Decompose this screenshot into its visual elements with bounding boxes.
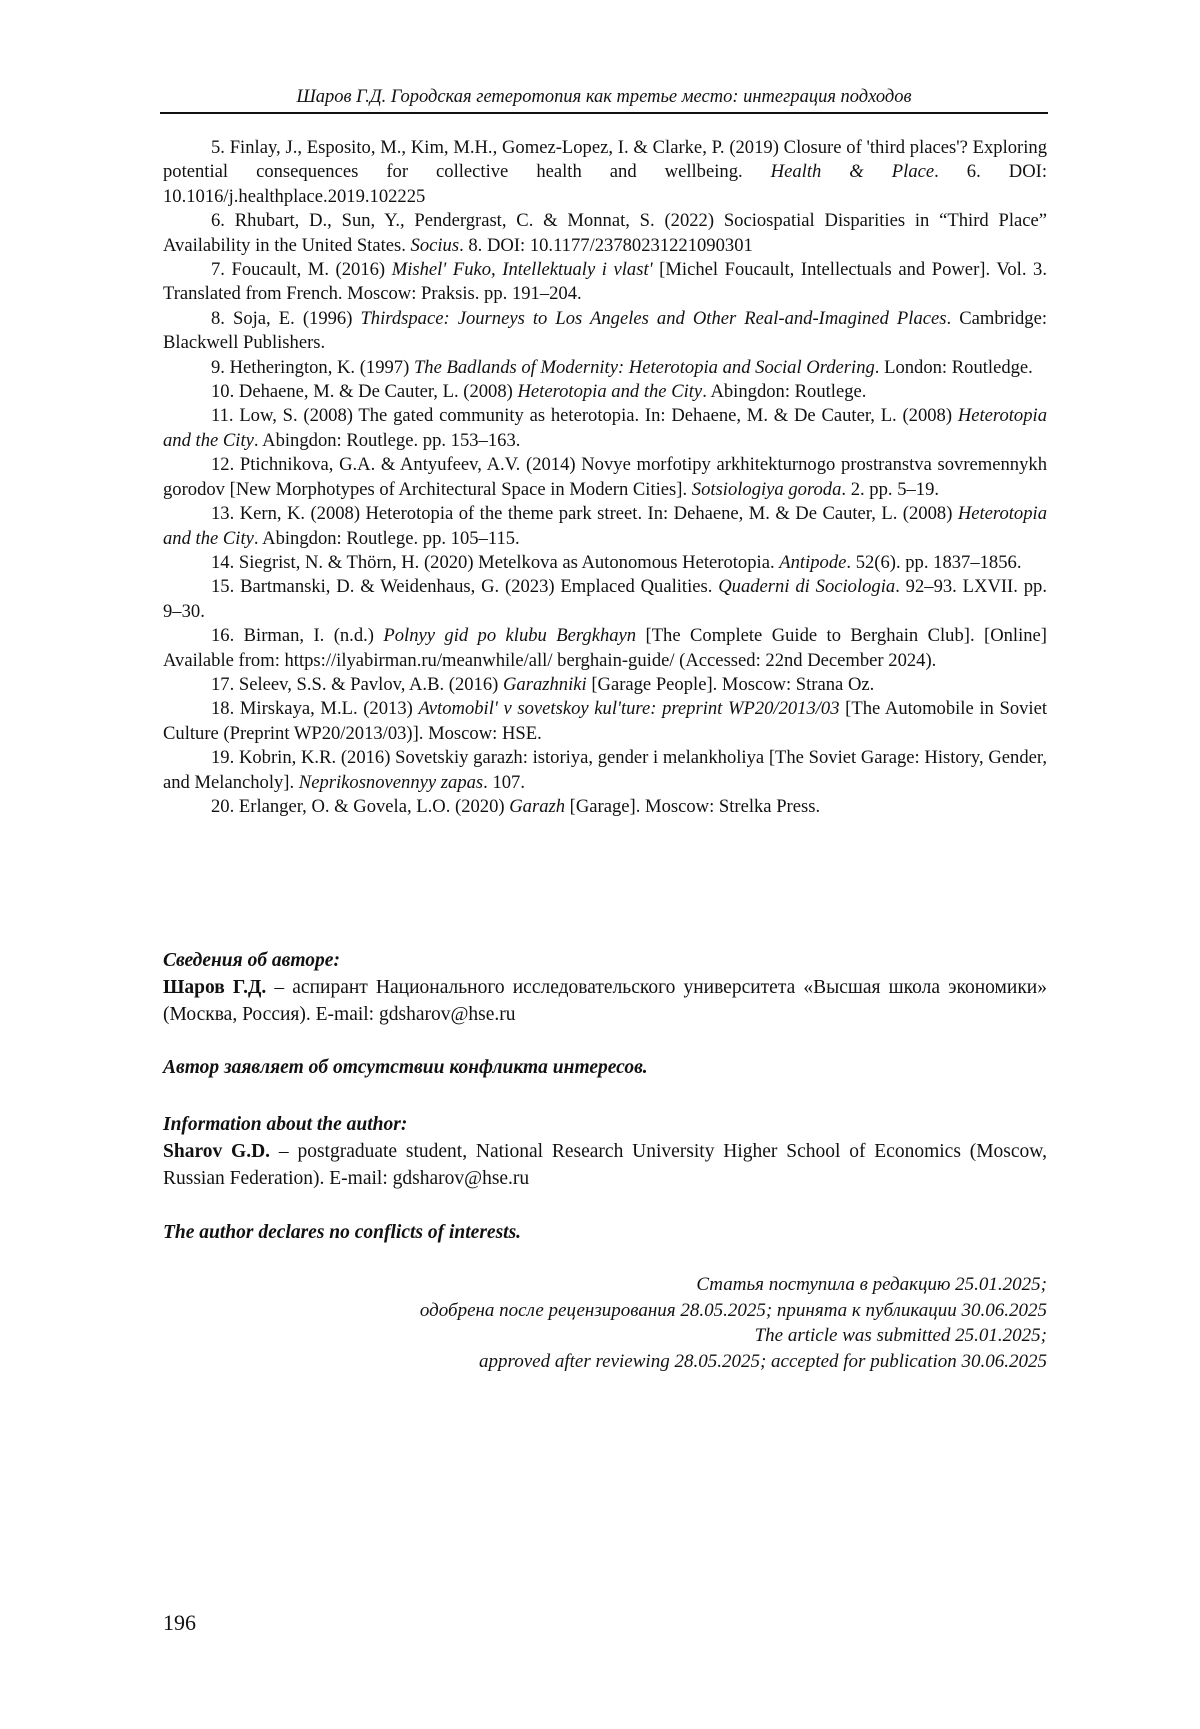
reference-item: 9. Hetherington, K. (1997) The Badlands of Modernity: Heterotopia and Social Ordering. London: Routledge.: [211, 356, 1033, 378]
reference-item: 11. Low, S. (2008) The gated community as heterotopia. In: Dehaene, M. & De Cauter, L. (2008) Heterotopia and the City. Abingdon: Routlege. pp. 153–163.: [163, 405, 1047, 451]
reference-item: 19. Kobrin, K.R. (2016) Sovetskiy garazh: istoriya, gender i melankholiya [The Soviet Garage: History, Gender, and Melancholy]. Neprikosnovennyy zapas. 107.: [163, 747, 1047, 793]
reference-item: 13. Kern, K. (2008) Heterotopia of the theme park street. In: Dehaene, M. & De Cauter, L. (2008) Heterotopia and the City. Abingdon: Routlege. pp. 105–115.: [163, 503, 1047, 549]
dates-en-line-1: The article was submitted 25.01.2025;: [754, 1325, 1047, 1346]
dates-ru-line-1: Статья поступила в редакцию 25.01.2025;: [696, 1274, 1047, 1295]
page-number: 196: [163, 1610, 196, 1635]
dates-ru-line-2: одобрена после рецензирования 28.05.2025; принята к публикации 30.06.2025: [419, 1299, 1047, 1321]
reference-item: 20. Erlanger, O. & Govela, L.O. (2020) Garazh [Garage]. Moscow: Strelka Press.: [211, 795, 821, 817]
reference-item: 7. Foucault, M. (2016) Mishel' Fuko, Intellektualy i vlast' [Michel Foucault, Intellectuals and Power]. Vol. 3. Translated from French. Moscow: Praksis. pp. 191–204.: [163, 259, 1047, 305]
submission-dates: [420, 1272, 1047, 1374]
running-header: Шаров Г.Д. Городская гетеротопия как третье место: интеграция подходов: [296, 87, 912, 107]
author-info-ru: [163, 948, 1047, 1028]
reference-list: [163, 136, 1047, 819]
author-name: Sharov G.D.: [163, 1141, 271, 1162]
reference-item: 10. Dehaene, M. & De Cauter, L. (2008) Heterotopia and the City. Abingdon: Routlege.: [211, 381, 867, 403]
reference-item: 12. Ptichnikova, G.A. & Antyufeev, A.V. (2014) Novye morfotipy arkhitekturnogo prostranstva sovremennykh gorodov [New Morphotypes of Architectural Space in Modern Cities]. Sotsiologiya goroda. 2. pp. 5–19.: [163, 454, 1047, 500]
reference-item: 5. Finlay, J., Esposito, M., Kim, M.H., Gomez-Lopez, I. & Clarke, P. (2019) Closure of 'third places'? Exploring potential consequences for collective health and wellbeing. Health & Place. 6. DOI: 10.1016/j.healthplace.2019.102225: [163, 137, 1047, 207]
conflict-statement-ru: Автор заявляет об отсутствии конфликта интересов.: [163, 1057, 648, 1078]
author-info-text: Шаров Г.Д. – аспирант Национального исследовательского университета «Высшая школа экономики» (Москва, Россия). E-mail: gdsharov@hse.ru: [163, 977, 1047, 1025]
header-rule: [160, 112, 1048, 114]
reference-item: 15. Bartmanski, D. & Weidenhaus, G. (2023) Emplaced Qualities. Quaderni di Sociologia. 92–93. LXVII. pp. 9–30.: [163, 576, 1047, 622]
reference-item: 8. Soja, E. (1996) Thirdspace: Journeys to Los Angeles and Other Real-and-Imagined Places. Cambridge: Blackwell Publishers.: [163, 307, 1047, 354]
reference-item: 14. Siegrist, N. & Thörn, H. (2020) Metelkova as Autonomous Heterotopia. Antipode. 52(6). pp. 1837–1856.: [211, 551, 1022, 573]
conflict-statement-en: The author declares no conflicts of interests.: [163, 1222, 522, 1243]
dates-en-line-2: approved after reviewing 28.05.2025; accepted for publication 30.06.2025: [479, 1350, 1047, 1372]
author-info-heading: Сведения об авторе:: [163, 950, 340, 971]
author-info-text: Sharov G.D. – postgraduate student, National Research University Higher School of Economics (Moscow, Russian Federation). E-mail: gdsharov@hse.ru: [163, 1141, 1047, 1189]
reference-item: 16. Birman, I. (n.d.) Polnyy gid po klubu Bergkhayn [The Complete Guide to Berghain Club]. [Online] Available from: https://ilyabirman.ru/meanwhile/all/ berghain-guide/ (Accessed: 22nd December 2024).: [163, 625, 1048, 671]
reference-item: 17. Seleev, S.S. & Pavlov, A.B. (2016) Garazhniki [Garage People]. Moscow: Strana Oz.: [211, 673, 875, 695]
reference-item: 6. Rhubart, D., Sun, Y., Pendergrast, C. & Monnat, S. (2022) Sociospatial Disparities in “Third Place” Availability in the United States. Socius. 8. DOI: 10.1177/23780231221090301: [163, 210, 1047, 256]
author-info-en: [163, 1112, 1047, 1192]
author-name: Шаров Г.Д.: [163, 977, 267, 998]
reference-item: 18. Mirskaya, M.L. (2013) Avtomobil' v sovetskoy kul'ture: preprint WP20/2013/03 [The Automobile in Soviet Culture (Preprint WP20/2013/03)]. Moscow: HSE.: [163, 698, 1047, 744]
author-info-heading: Information about the author:: [163, 1114, 408, 1135]
